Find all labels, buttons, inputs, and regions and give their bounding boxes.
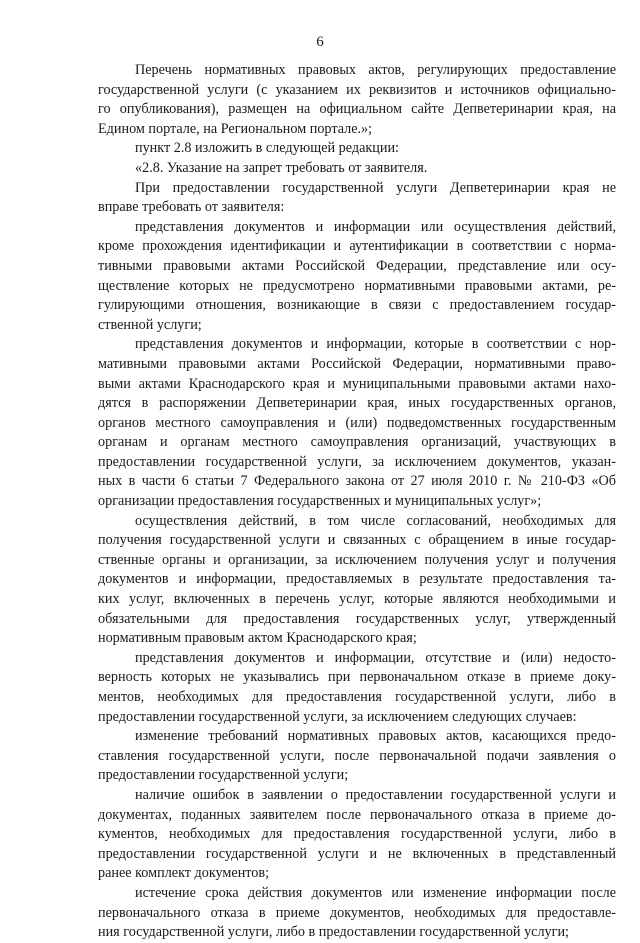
text-line: получения государственной услуги и связанных с обращением в иные государ- (98, 532, 616, 549)
text-line: ных в части 6 статьи 7 Федерального закона от 27 июля 2010 г. № 210-ФЗ «Об (98, 473, 616, 490)
text-line: тивными правовыми актами Российской Федерации, представление или осу- (98, 257, 616, 274)
document-body (98, 61, 616, 943)
paragraph-absence-unreliability (98, 649, 616, 727)
paragraph-heading-2-8 (98, 159, 616, 179)
text-line: ственной услуги; (98, 316, 202, 333)
paragraph-documents-actions (98, 218, 616, 336)
text-line: Перечень нормативных правовых актов, регулирующих предоставление (135, 62, 616, 78)
text-line: органов местного самоуправления и (или) подведомственных государственным (98, 414, 616, 431)
text-line: выми актами Краснодарского края и муниципальными правовыми актами нахо- (98, 375, 616, 392)
text-line: органам и органам местного самоуправления организаций, участвующих в (98, 434, 616, 451)
text-line: представления документов и информации, отсутствие и (или) недосто- (135, 649, 616, 666)
text-line: ких услуг, включенных в перечень услуг, которые являются необходимыми и (98, 591, 616, 608)
text-line: документах, поданных заявителем после первоначального отказа в приеме до- (98, 806, 616, 823)
text-line: документов и информации, предоставляемых в результате предоставления та- (98, 571, 616, 588)
text-line: верность которых не указывались при первоначальном отказе в приеме доку- (98, 669, 616, 686)
text-line: изменение требований нормативных правовых актов, касающихся предо- (135, 728, 616, 745)
text-line: предоставлении государственной услуги; (98, 767, 349, 784)
paragraph-errors (98, 786, 616, 884)
paragraph-not-entitled (98, 179, 616, 218)
text-line: предоставлении государственной услуги, за исключением следующих случаев: (98, 708, 577, 725)
text-line: мативными правовыми актами Российской Федерации, нормативными право- (98, 355, 616, 372)
text-line: представления документов и информации, которые в соответствии с нор- (135, 336, 616, 353)
text-line: предоставлении государственной услуги, за исключением документов, указан- (98, 453, 616, 470)
text-line: вправе требовать от заявителя: (98, 199, 285, 216)
text-line: го опубликования), размещен на официальном сайте Депветеринарии края, на (98, 101, 616, 118)
page-number: 6 (316, 34, 324, 50)
paragraph-approvals (98, 512, 616, 649)
text-line: пункт 2.8 изложить в следующей редакции: (135, 140, 399, 157)
text-line: Едином портале, на Региональном портале.»; (98, 120, 373, 137)
text-line: ственные органы и организации, за исключением получения услуг и получения (98, 551, 616, 568)
text-line: ментов, необходимых для предоставления государственной услуги, либо в (98, 689, 616, 705)
text-line: предоставлении государственной услуги и не включенных в представленный (98, 845, 616, 862)
text-line: «2.8. Указание на запрет требовать от заявителя. (135, 159, 428, 176)
text-line: представления документов и информации или осуществления действий, (135, 218, 616, 235)
paragraph-documents-disposal (98, 335, 616, 511)
text-line: ния государственной услуги, либо в предоставлении государственной услуги; (98, 924, 569, 941)
text-line: истечение срока действия документов или изменение информации после (135, 884, 616, 901)
paragraph-requirement-change (98, 727, 616, 786)
text-line: ставления государственной услуги, после первоначальной подачи заявления о (98, 747, 616, 764)
text-line: ранее комплект документов; (98, 865, 270, 882)
text-line: дятся в распоряжении Депветеринарии края, иных государственных органов, (98, 395, 616, 412)
text-line: ществление которых не предусмотрено нормативными правовыми актами, ре- (98, 277, 616, 294)
paragraph-expiry (98, 884, 616, 943)
text-line: гулирующими отношения, возникающие в связи с предоставлением государ- (98, 297, 616, 314)
text-line: обязательными для предоставления государственных услуг, утвержденный (98, 610, 616, 627)
paragraph-point-2-8 (98, 139, 616, 159)
text-line: кроме прохождения идентификации и аутентификации в соответствии с норма- (98, 238, 616, 255)
text-line: осуществления действий, в том числе согласований, необходимых для (135, 512, 616, 529)
text-line: При предоставлении государственной услуги Депветеринарии края не (135, 179, 616, 196)
text-line: первоначального отказа в приеме документов, необходимых для предоставле- (98, 904, 616, 921)
text-line: кументов, необходимых для предоставления государственной услуги, либо в (98, 826, 616, 843)
text-line: организации предоставления государственных и муниципальных услуг»; (98, 493, 542, 510)
text-line: государственной услуги (с указанием их реквизитов и источников официально- (98, 81, 616, 98)
paragraph-normative-acts (98, 61, 616, 139)
text-line: нормативным правовым актом Краснодарского края; (98, 630, 417, 647)
text-line: наличие ошибок в заявлении о предоставлении государственной услуги и (135, 786, 616, 803)
